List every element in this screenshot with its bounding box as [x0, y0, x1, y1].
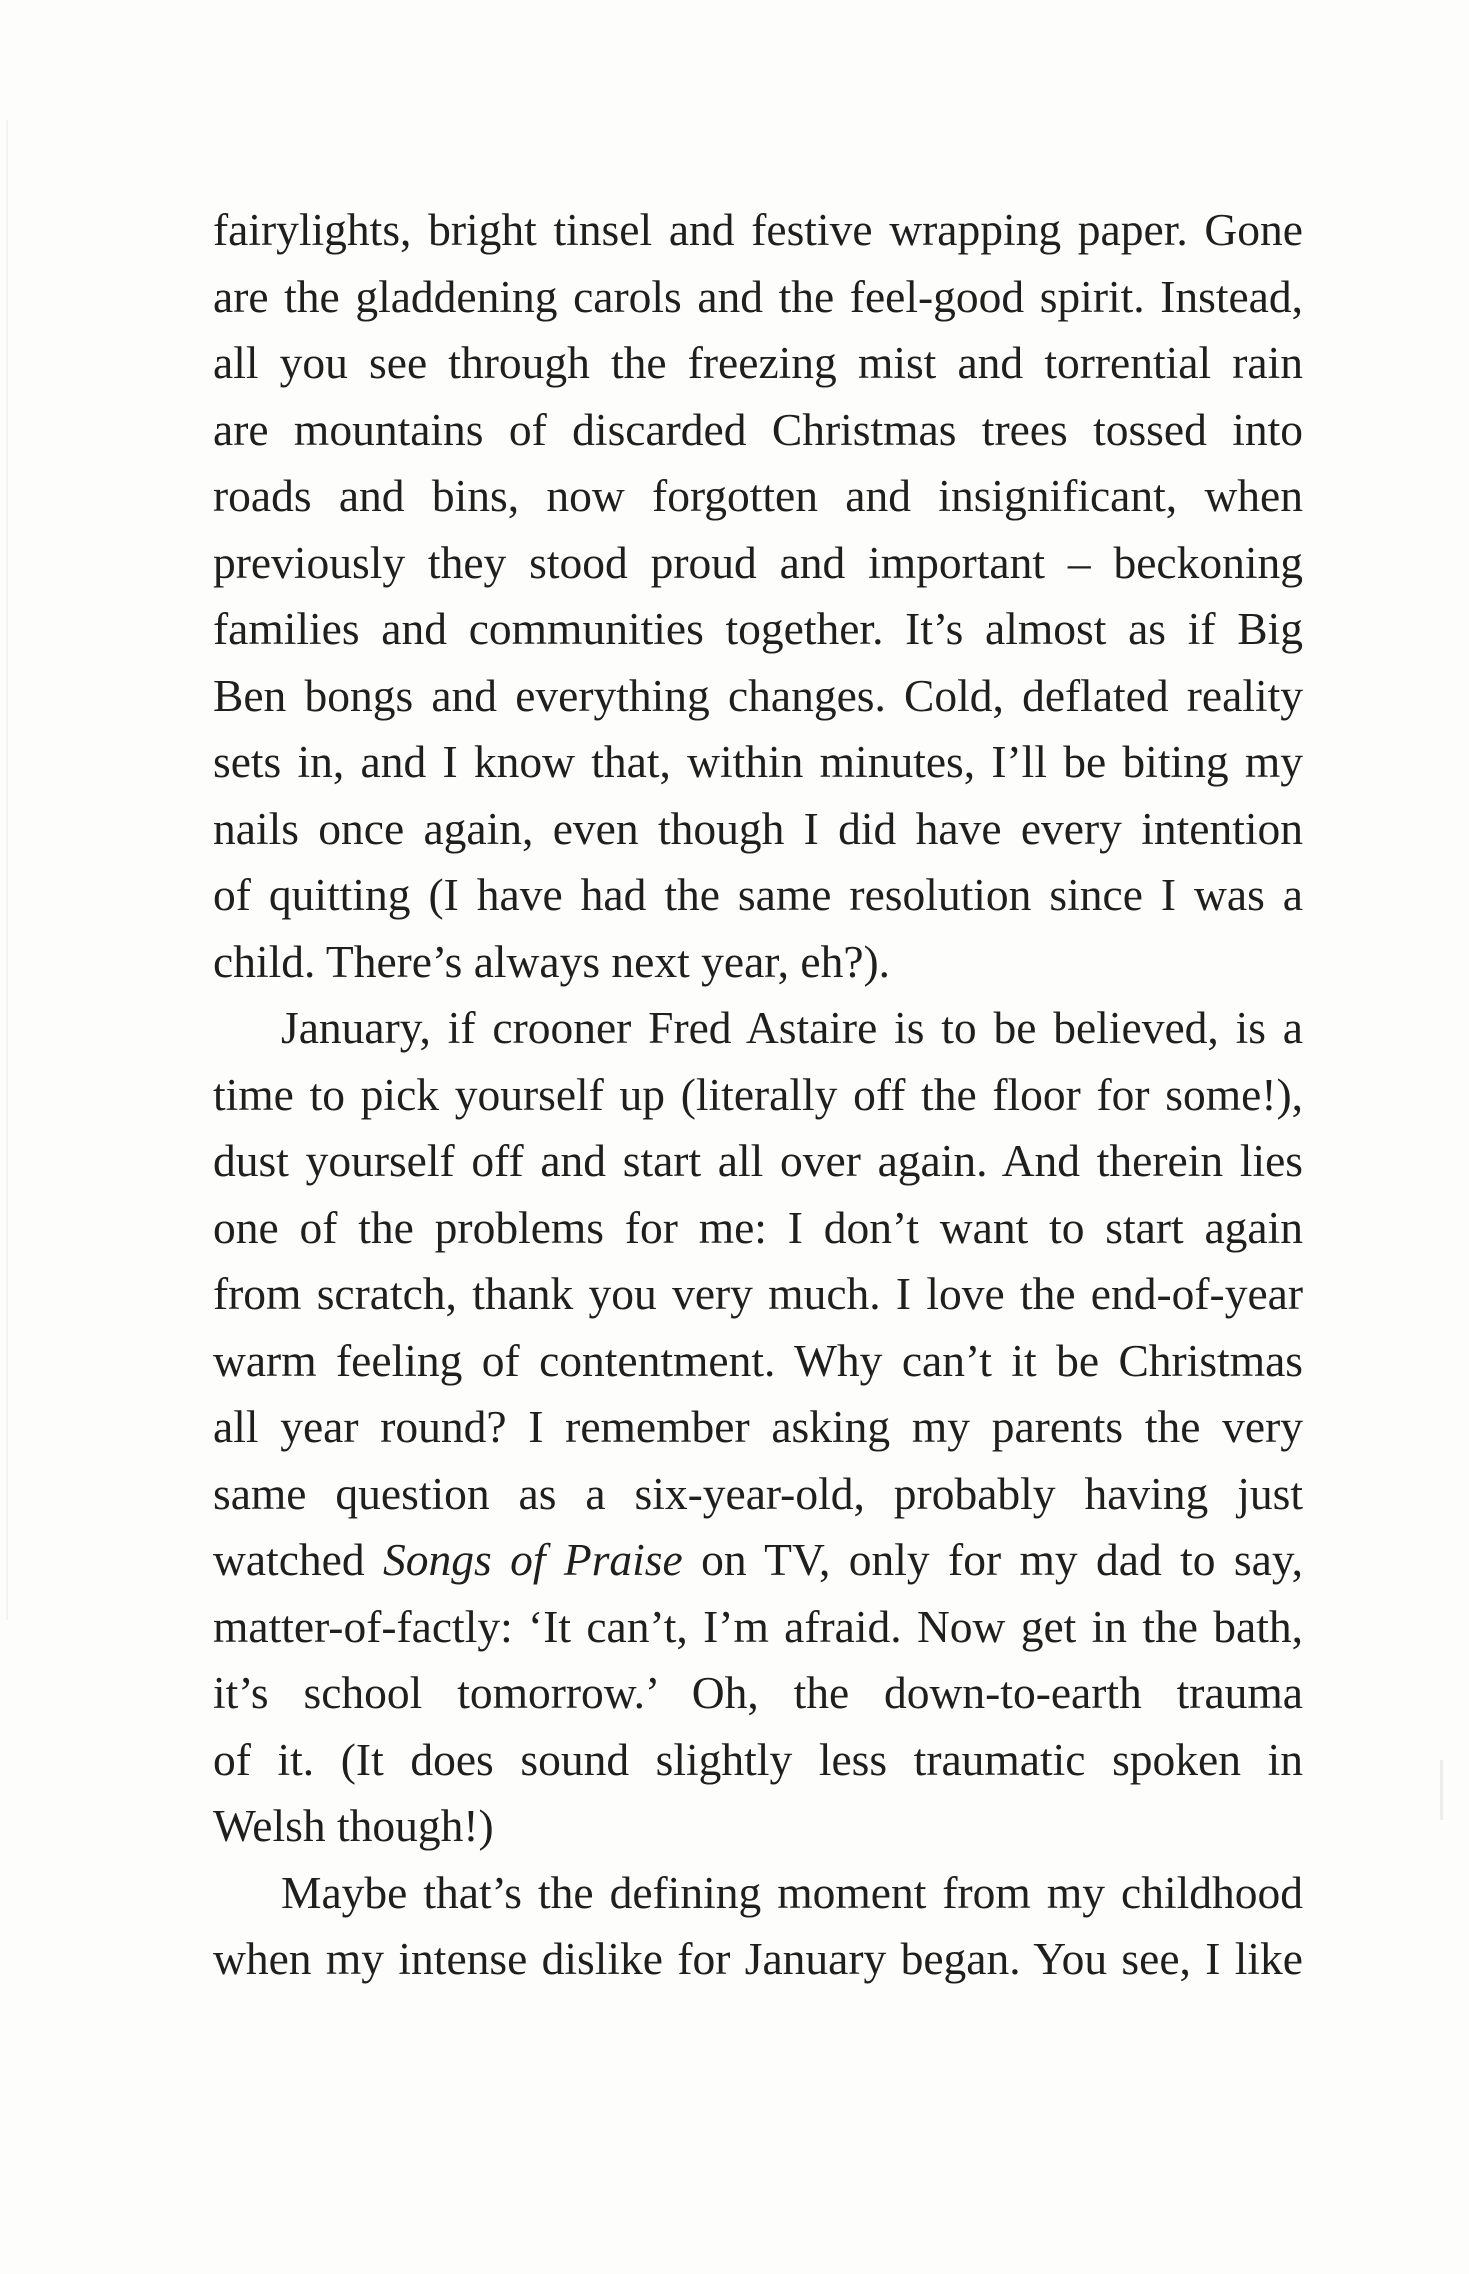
text-line: fairylights, bright tinsel and festive wrapping paper. Gone: [213, 204, 1303, 255]
text-line: same question as a six-year-old, probably having just: [213, 1467, 1303, 1519]
text-line: matter-of-factly: ‘It can’t, I’m afraid. Now get in the bath,: [213, 1600, 1303, 1652]
text-line: sets in, and I know that, within minutes, I’ll be biting my: [213, 736, 1303, 787]
text-line: roads and bins, now forgotten and insignificant, when: [213, 470, 1303, 521]
text-line: when my intense dislike for January began. You see, I like: [213, 1933, 1303, 1984]
text-line: are the gladdening carols and the feel-good spirit. Instead,: [213, 270, 1303, 322]
text-segment: on TV, only for my dad to say,: [682, 1534, 1303, 1585]
text-line: all you see through the freezing mist and torrential rain: [213, 337, 1303, 388]
text-line-paragraph-end: Welsh though!): [213, 1800, 494, 1851]
text-line: previously they stood proud and important – beckoning: [213, 536, 1303, 588]
text-line-with-title: [213, 1527, 1303, 1594]
text-line: time to pick yourself up (literally off the floor for some!),: [213, 1068, 1303, 1120]
text-line-paragraph-start: Maybe that’s the defining moment from my childhood: [281, 1866, 1303, 1918]
text-line: all year round? I remember asking my parents the very: [213, 1401, 1303, 1452]
text-line: are mountains of discarded Christmas trees tossed into: [213, 403, 1303, 455]
text-line: Ben bongs and everything changes. Cold, deflated reality: [213, 669, 1303, 721]
text-line: one of the problems for me: I don’t want to start again: [213, 1201, 1303, 1253]
text-line: it’s school tomorrow.’ Oh, the down-to-earth trauma: [213, 1667, 1303, 1718]
programme-title: Songs of Praise: [383, 1534, 683, 1585]
text-line-paragraph-end: child. There’s always next year, eh?).: [213, 935, 891, 987]
text-line: warm feeling of contentment. Why can’t it be Christmas: [213, 1334, 1303, 1386]
text-line: dust yourself off and start all over again. And therein lies: [213, 1135, 1303, 1186]
text-line: nails once again, even though I did have every intention: [213, 802, 1303, 854]
body-text: [213, 197, 1303, 1993]
text-line: from scratch, thank you very much. I love the end-of-year: [213, 1268, 1303, 1319]
text-line: of it. (It does sound slightly less traumatic spoken in: [213, 1733, 1303, 1785]
text-line: of quitting (I have had the same resolution since I was a: [213, 869, 1303, 920]
page-edge-mark: [1440, 1760, 1443, 1820]
text-line: families and communities together. It’s almost as if Big: [213, 603, 1303, 654]
text-segment: watched: [213, 1534, 383, 1585]
text-line-paragraph-start: January, if crooner Fred Astaire is to be believed, is a: [281, 1002, 1303, 1053]
page-edge-shadow: [6, 120, 8, 1620]
